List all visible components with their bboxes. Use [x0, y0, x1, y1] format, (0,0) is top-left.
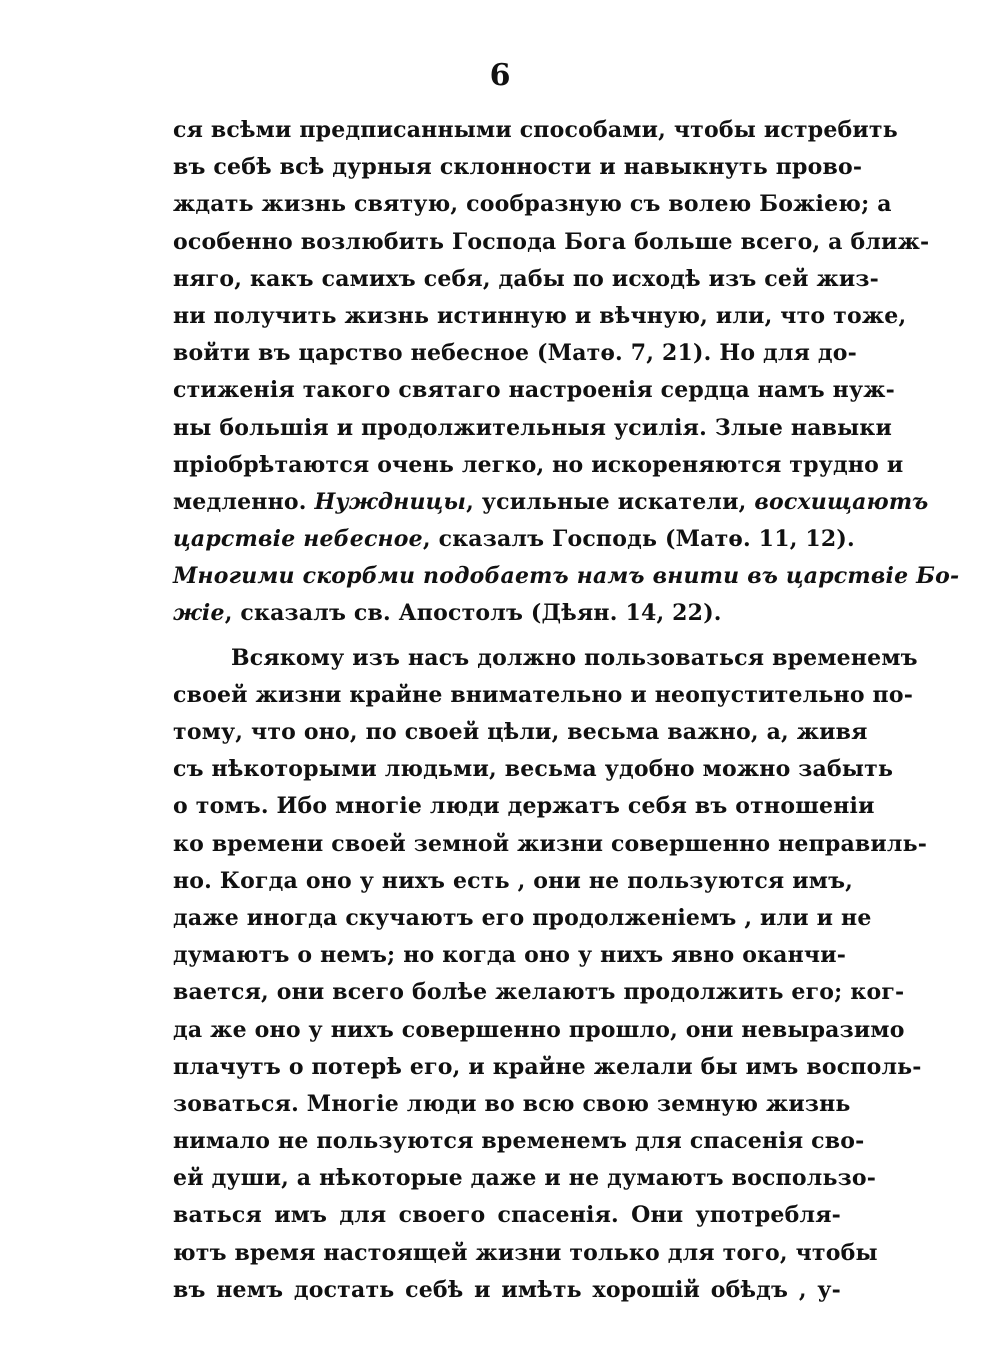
text-line: ютъ время настоящей жизни только для того, чтобы [173, 1239, 878, 1266]
page-number: 6 [489, 58, 511, 93]
text-line: ко времени своей земной жизни совершенно неправиль- [173, 830, 928, 857]
text-line: думаютъ о немъ; но когда оно у нихъ явно оканчи- [173, 942, 847, 969]
paragraph [173, 112, 960, 633]
text-line: съ нѣкоторыми людьми, весьма удобно можно забыть [173, 756, 894, 783]
italic-quote: Многими скорбми подобаетъ намъ внити въ царствіе Бо- [173, 563, 960, 590]
text-line: ваться имъ для своего спасенія. Они употребля- [173, 1202, 841, 1229]
text-line [173, 558, 960, 595]
text-line: Всякому изъ насъ должно пользоваться временемъ [231, 644, 918, 671]
text-line: плачутъ о потерѣ его, и крайне желали бы имъ восполь- [173, 1053, 922, 1080]
italic-quote: жіе [173, 600, 225, 627]
text-line: о томъ. Ибо многіе люди держатъ себя въ отношеніи [173, 793, 875, 820]
paragraph [173, 640, 928, 1309]
text-line: ны большія и продолжительныя усилія. Злые навыки [173, 414, 893, 441]
text-line: особенно возлюбить Господа Бога больше всего, а ближ- [173, 228, 930, 255]
italic-quote: Нуждницы [314, 488, 467, 515]
text-line: царствіе небесное, сказалъ Господь (Матѳ. 11, 12). [173, 526, 855, 553]
text-line: своей жизни крайне внимательно и неопустительно по- [173, 681, 914, 708]
italic-quote: восхищаютъ [754, 488, 929, 515]
text-line: зоваться. Многіе люди во всю свою земную жизнь [173, 1090, 851, 1117]
text-line: ни получить жизнь истинную и вѣчную, или, что тоже, [173, 302, 907, 329]
page-text [173, 112, 960, 1309]
text-line: стиженія такого святаго настроенія сердца намъ нуж- [173, 377, 895, 404]
text-line: пріобрѣтаются очень легко, но искореняются трудно и [173, 451, 904, 478]
text-line: ся всѣми предписанными способами, чтобы истребить [173, 117, 898, 143]
text-line: нимало не пользуются временемъ для спасенія сво- [173, 1128, 865, 1155]
text-line: войти въ царство небесное (Матѳ. 7, 21). Но для до- [173, 340, 858, 367]
italic-quote: царствіе небесное [173, 526, 423, 553]
text-line: да же оно у нихъ совершенно прошло, они невыразимо [173, 1016, 905, 1043]
text-line: въ себѣ всѣ дурныя склонности и навыкнуть прово- [173, 154, 863, 181]
text-line: няго, какъ самихъ себя, дабы по исходѣ изъ сей жиз- [173, 265, 879, 292]
text-line: даже иногда скучаютъ его продолженіемъ , или и не [173, 904, 872, 931]
text-line: ждать жизнь святую, сообразную съ волею Божіею; а [173, 191, 892, 218]
text-line: вается, они всего болѣе желаютъ продолжить его; ког- [173, 979, 905, 1006]
text-line: но. Когда оно у нихъ есть , они не пользуются имъ, [173, 867, 854, 894]
text-line: жіе, сказалъ св. Апостолъ (Дѣян. 14, 22). [173, 600, 722, 627]
text-line: ей души, а нѣкоторые даже и не думаютъ воспользо- [173, 1165, 877, 1192]
text-line: медленно. Нуждницы, усильные искатели, восхищаютъ [173, 488, 929, 515]
text-line: въ немъ достать себѣ и имѣть хорошій обѣдъ , у- [173, 1276, 841, 1303]
text-line: тому, что оно, по своей цѣли, весьма важно, а, живя [173, 719, 868, 745]
